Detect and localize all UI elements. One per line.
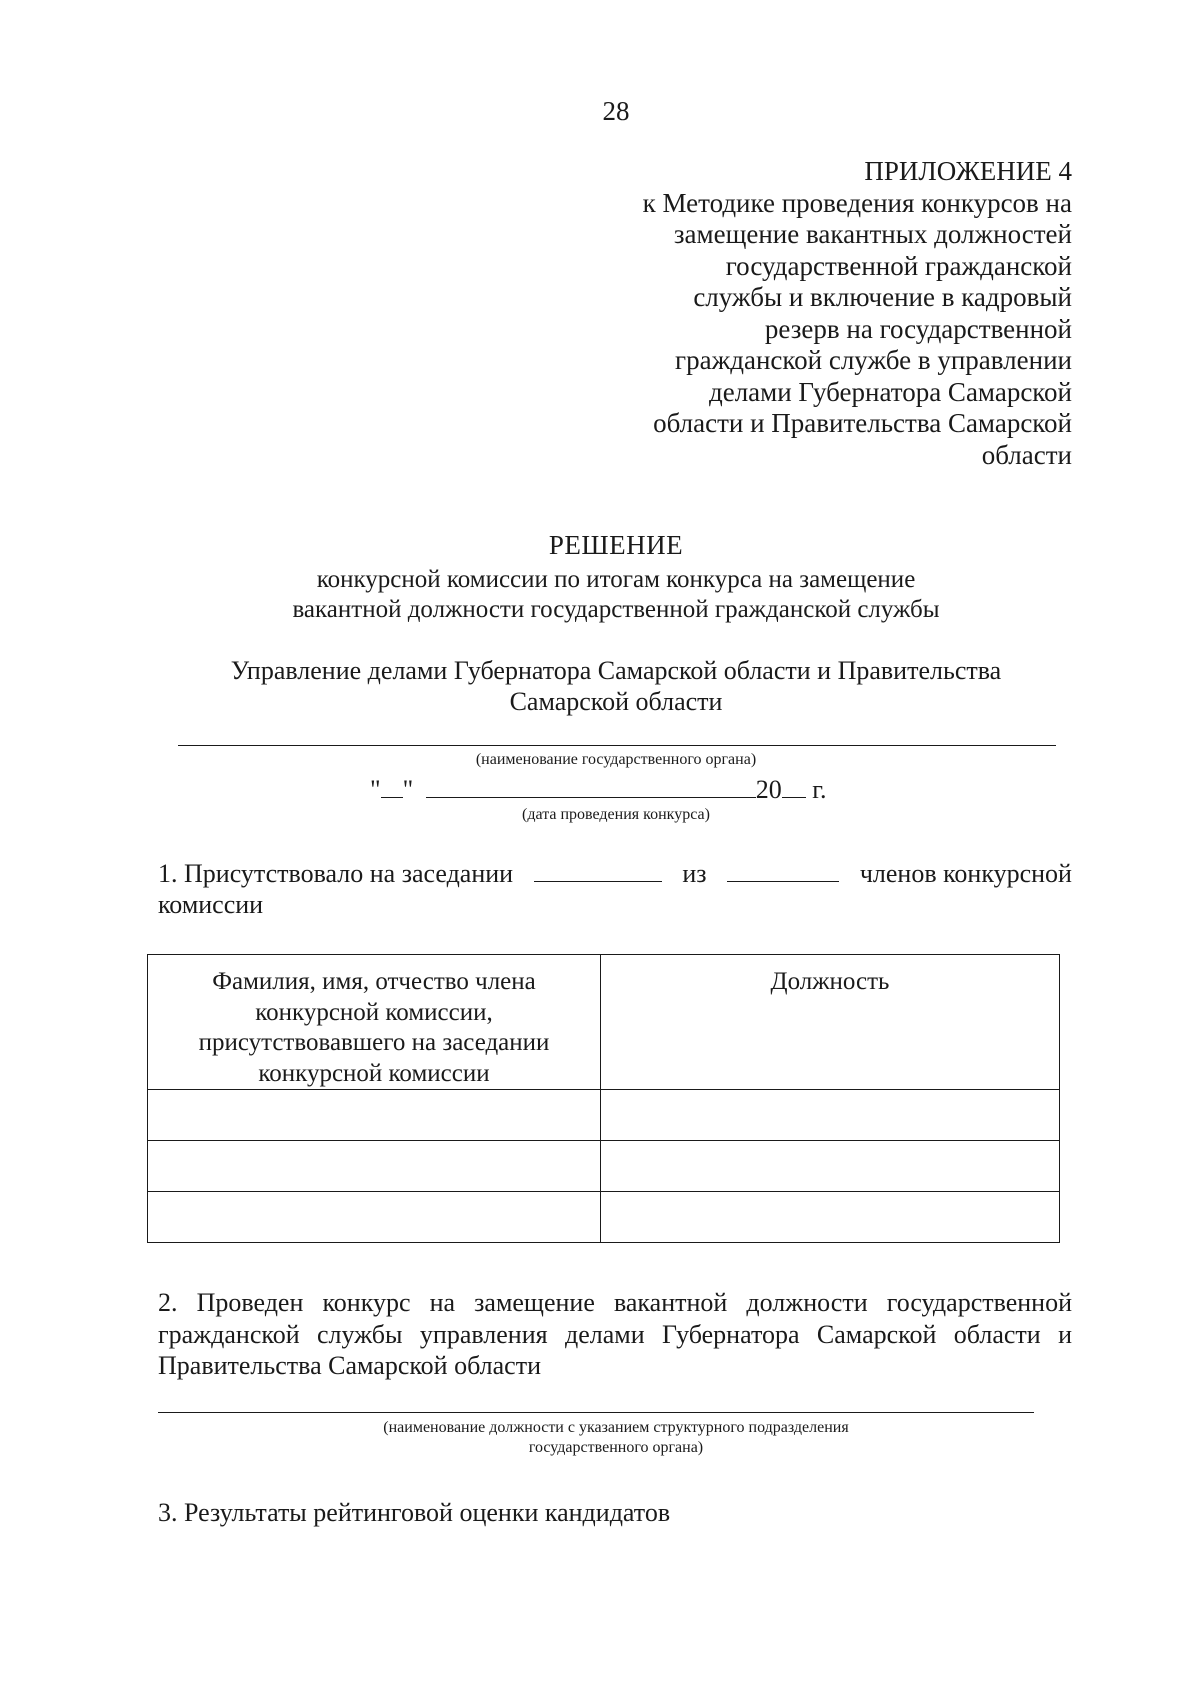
table-row	[148, 1141, 1060, 1192]
organ-name	[0, 655, 1200, 717]
position-caption	[0, 1418, 1200, 1458]
present-count-blank[interactable]	[534, 859, 662, 882]
table-cell[interactable]	[601, 1192, 1060, 1243]
year-suffix: г.	[812, 775, 827, 804]
appendix-line: к Методике проведения конкурсов на	[642, 187, 1072, 218]
item-1-attendance	[158, 858, 1072, 920]
table-cell[interactable]	[148, 1090, 601, 1141]
appendix-line: резерв на государственной	[764, 313, 1072, 344]
item-1-prefix: 1. Присутствовало на заседании	[158, 859, 514, 888]
position-caption-line: (наименование должности с указанием структурного подразделения	[383, 1419, 849, 1436]
table-cell[interactable]	[601, 1141, 1060, 1192]
item-1-middle: из	[682, 859, 707, 888]
table-cell[interactable]	[148, 1192, 601, 1243]
header-line: конкурсной комиссии,	[255, 998, 493, 1026]
table-header-row	[148, 955, 1060, 1090]
total-count-blank[interactable]	[727, 859, 839, 882]
date-caption: (дата проведения конкурса)	[522, 806, 710, 823]
header-position: Должность	[601, 955, 1060, 1090]
position-caption-line: государственного органа)	[528, 1439, 704, 1456]
day-blank[interactable]	[381, 777, 403, 798]
appendix-line: области	[981, 439, 1072, 470]
date-open-quote: "	[370, 775, 381, 804]
item-1-continuation: комиссии	[158, 890, 264, 919]
table-row	[148, 1090, 1060, 1141]
subtitle-line: вакантной должности государственной гражданской службы	[292, 596, 940, 623]
position-underline[interactable]	[158, 1412, 1034, 1413]
appendix-line: гражданской службе в управлении	[675, 345, 1072, 375]
table-cell[interactable]	[148, 1141, 601, 1192]
item-2-line: Правительства Самарской области	[158, 1351, 541, 1380]
appendix-line: области и Правительства Самарской	[653, 408, 1072, 438]
header-line: Фамилия, имя, отчество члена	[212, 968, 536, 995]
organ-underline	[178, 745, 1056, 746]
appendix-line: государственной гражданской	[725, 250, 1072, 281]
header-member-name	[148, 955, 601, 1090]
year-prefix: 20	[755, 775, 782, 804]
organ-line: Управление делами Губернатора Самарской области и Правительства	[230, 656, 1002, 685]
document-title: РЕШЕНИЕ	[548, 530, 684, 560]
document-subtitle	[0, 565, 1200, 625]
item-2-competition	[158, 1287, 1072, 1382]
item-1-suffix: членов конкурсной	[859, 859, 1072, 888]
organ-line: Самарской области	[509, 687, 723, 716]
table-cell[interactable]	[601, 1090, 1060, 1141]
date-close-quote: "	[402, 775, 414, 804]
appendix-line: ПРИЛОЖЕНИЕ 4	[864, 156, 1072, 186]
item-2-line: гражданской службы управления делами Губернатора Самарской области и	[158, 1319, 1072, 1349]
appendix-line: замещение вакантных должностей	[673, 219, 1072, 249]
table-row	[148, 1192, 1060, 1243]
page-number: 28	[602, 96, 630, 126]
appendix-line: службы и включение в кадровый	[693, 282, 1072, 312]
organ-caption: (наименование государственного органа)	[475, 751, 757, 768]
item-2-line: 2. Проведен конкурс на замещение вакантной должности государственной	[158, 1288, 1072, 1317]
month-blank[interactable]	[426, 777, 756, 798]
appendix-header	[602, 156, 1072, 471]
date-field	[370, 775, 826, 805]
appendix-line: делами Губернатора Самарской	[708, 376, 1072, 407]
header-line: конкурсной комиссии	[258, 1059, 490, 1087]
header-line: присутствовавшего на заседании	[198, 1029, 550, 1056]
item-3-rating: 3. Результаты рейтинговой оценки кандидатов	[158, 1498, 671, 1527]
item-1-row	[158, 858, 1072, 889]
year-blank[interactable]	[782, 777, 806, 798]
subtitle-line: конкурсной комиссии по итогам конкурса на замещение	[316, 566, 916, 593]
members-table	[147, 954, 1060, 1243]
